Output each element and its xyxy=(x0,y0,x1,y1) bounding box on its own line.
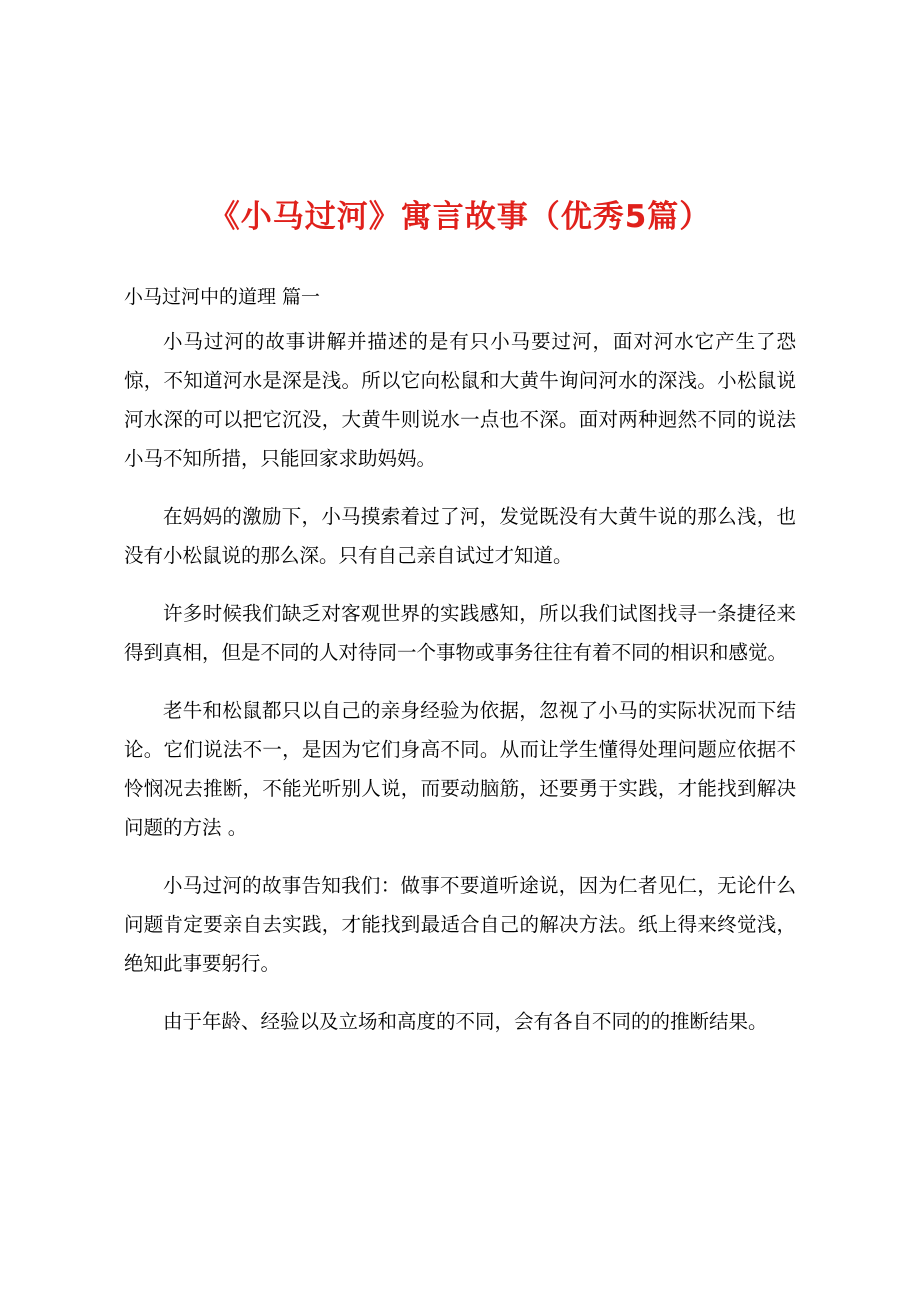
paragraph: 由于年龄、经验以及立场和高度的不同，会有各自不同的的推断结果。 xyxy=(163,1010,768,1033)
document-body xyxy=(124,322,796,1060)
paragraph: 许多时候我们缺乏对客观世界的实践感知，所以我们试图找寻一条捷径来得到真相，但是不同的人对待同一个事物或事务往往有着不同的相识和感觉。 xyxy=(124,602,796,664)
document-title: 《小马过河》寓言故事（优秀5篇） xyxy=(208,199,712,235)
paragraph: 小马过河的故事告知我们：做事不要道听途说，因为仁者见仁，无论什么问题肯定要亲自去实践，才能找到最适合自己的解决方法。纸上得来终觉浅，绝知此事要躬行。 xyxy=(124,874,796,975)
paragraph: 小马过河的故事讲解并描述的是有只小马要过河，面对河水它产生了恐惊，不知道河水是深是浅。所以它向松鼠和大黄牛询问河水的深浅。小松鼠说河水深的可以把它沉没，大黄牛则说水一点也不深。面对两种迥然不同的说法小马不知所措，只能回家求助妈妈。 xyxy=(124,330,796,470)
paragraph: 在妈妈的激励下，小马摸索着过了河，发觉既没有大黄牛说的那么浅，也没有小松鼠说的那么深。只有自己亲自试过才知道。 xyxy=(124,505,796,567)
paragraph: 老牛和松鼠都只以自己的亲身经验为依据，忽视了小马的实际状况而下结论。它们说法不一，是因为它们身高不同。从而让学生懂得处理问题应依据不怜悯况去推断，不能光听别人说，而要动脑筋，还要勇于实践，才能找到解决问题的方法 。 xyxy=(124,699,796,839)
section-heading: 小马过河中的道理 篇一 xyxy=(124,286,321,308)
